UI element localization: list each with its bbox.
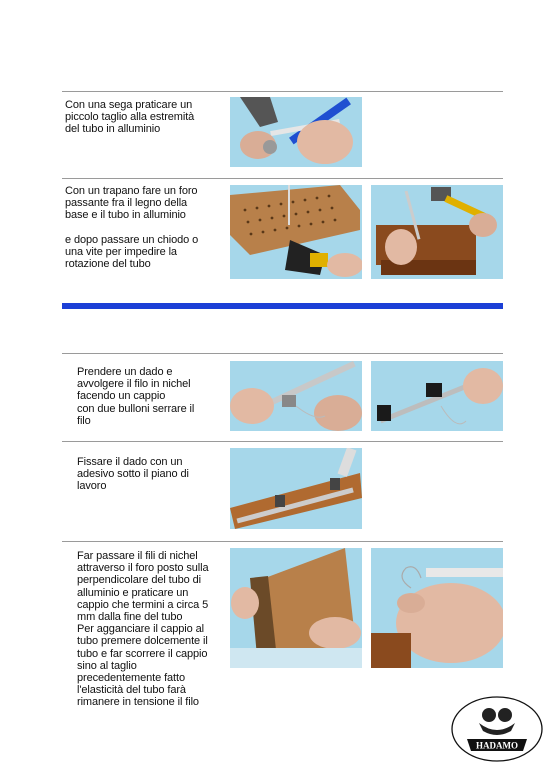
glued-nut-photo xyxy=(230,448,362,529)
step-instruction: Con una sega praticare un piccolo taglio alla estremità del tubo in alluminio xyxy=(65,99,195,136)
svg-text:HADAMO: HADAMO xyxy=(476,740,518,751)
step-instruction: Con un trapano fare un foro passante fra il legno della base e il tubo in alluminio e dopo passare un chiodo o una vite per impedire la rotazione del tubo xyxy=(65,185,199,271)
step-instruction: Prendere un dado e avvolgere il filo in nichel facendo un cappio con due bulloni serrare il filo xyxy=(77,366,195,427)
divider-rule xyxy=(62,178,503,179)
divider-rule xyxy=(62,441,503,442)
sawing-tube-photo xyxy=(230,97,362,167)
hooking-loop-photo xyxy=(371,548,503,668)
threading-wire-photo xyxy=(230,548,362,668)
step-instruction: Fissare il dado con un adesivo sotto il piano di lavoro xyxy=(77,456,189,493)
divider-rule xyxy=(62,541,503,542)
divider-rule xyxy=(62,353,503,354)
hadamo-logo xyxy=(449,693,545,763)
hammering-nail-photo xyxy=(371,185,503,279)
drilling-base-photo xyxy=(230,185,362,279)
step-instruction: Far passare il fili di nichel attraverso il foro posto sulla perpendicolare del tubo di alluminio e praticare un cappio che termini a circa 5 mm dalla fine del tubo Per agganciare il cappio al tubo premere dolcemente il tubo e far scorrere il cappio sino al taglio precedentemente fatto l'elasticità del tubo farà rimanere in tensione il filo xyxy=(77,550,209,709)
bolts-on-rod-photo xyxy=(371,361,503,431)
section-divider-bar xyxy=(62,303,503,309)
wrapping-wire-photo xyxy=(230,361,362,431)
divider-rule xyxy=(62,91,503,92)
